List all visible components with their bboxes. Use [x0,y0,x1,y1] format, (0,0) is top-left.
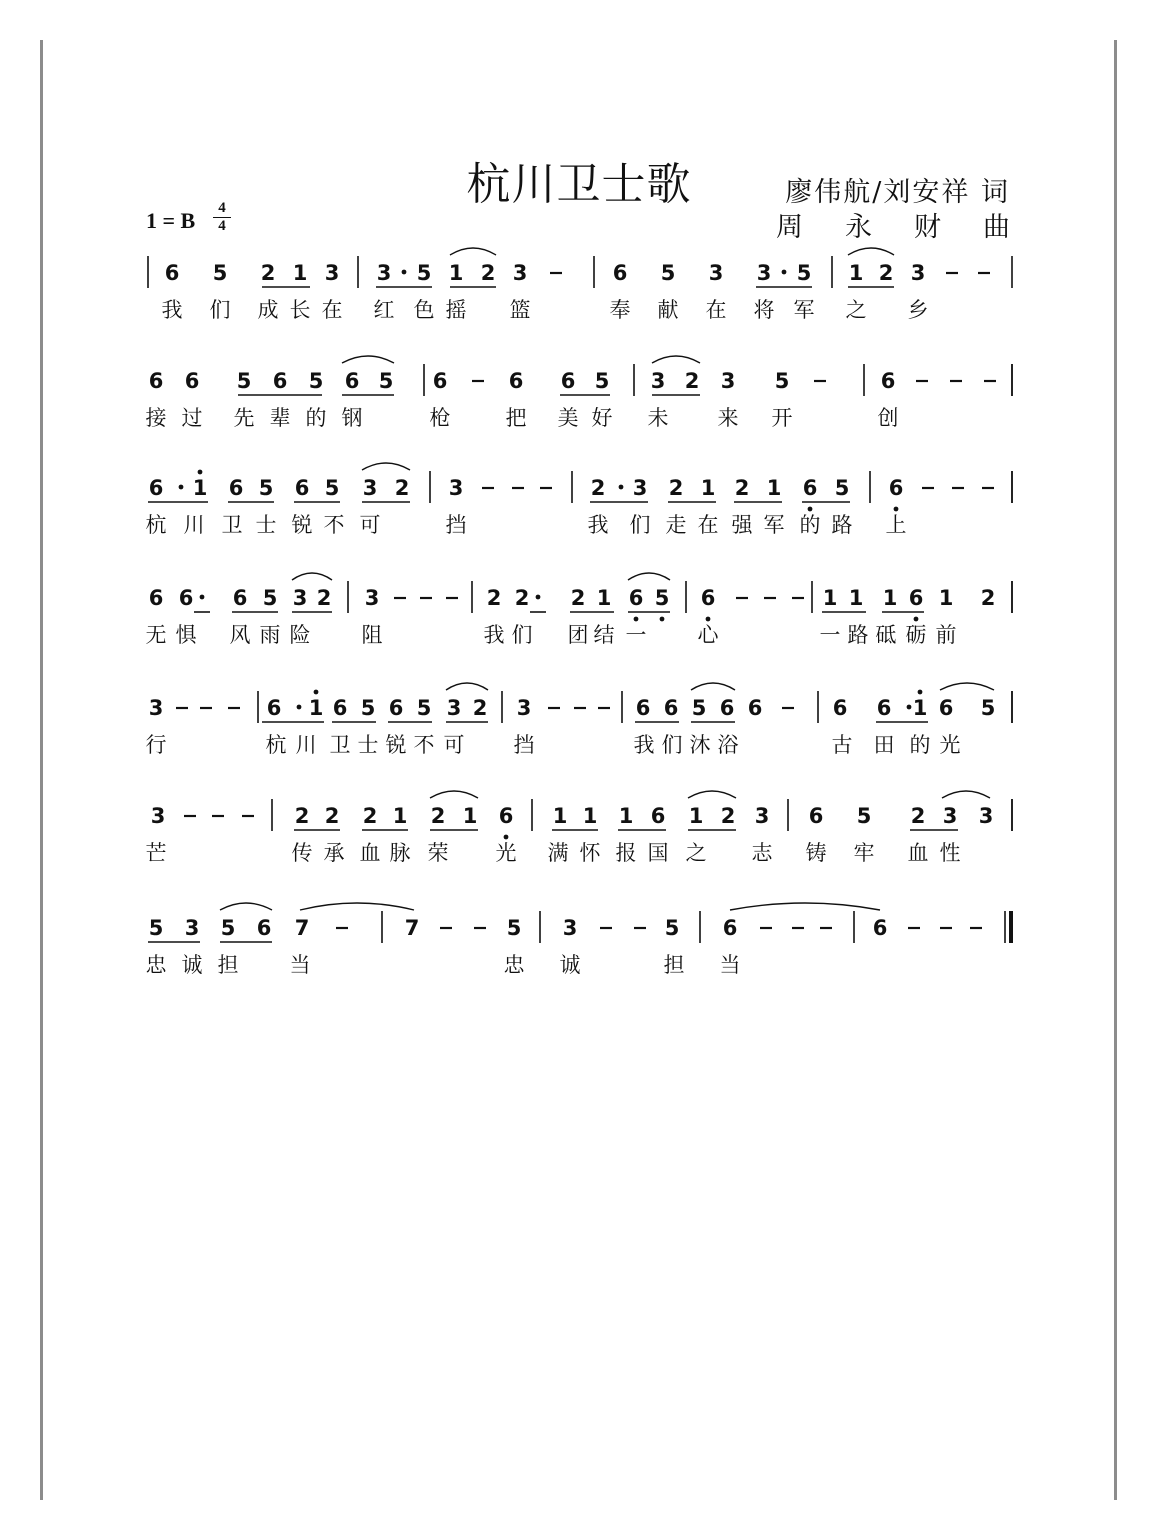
low-octave-dot [914,617,919,622]
lyric-char: 接 [145,406,167,430]
note-digit: 1 [912,696,928,720]
lyric-char: 杭 [145,513,167,537]
lyric-char: 心 [697,623,719,647]
note-digit: 6 [663,696,679,720]
lyric-char: 川 [295,733,317,757]
lyric-char: 血 [907,841,929,865]
note-digit: 2 [980,586,996,610]
dotted-rhythm [536,595,541,600]
slur-arc [362,463,410,470]
note-digit: 6 [148,476,164,500]
note-digit: 3 [632,476,648,500]
lyric-char: 不 [323,513,345,537]
note-digit: 1 [308,696,324,720]
key-signature: 1 = B [146,208,196,233]
note-digit: 3 [184,916,200,940]
lyric-char: 志 [751,841,773,865]
note-digit: 5 [262,586,278,610]
lyric-char: 锐 [291,513,313,537]
slur-arc [942,791,990,798]
lyric-char: 在 [321,298,343,322]
note-digit: 5 [691,696,707,720]
note-digit: 6 [294,476,310,500]
note-digit: 5 [416,696,432,720]
note-digit: 3 [720,369,736,393]
low-octave-dot [504,835,509,840]
low-octave-dot [634,617,639,622]
note-digit: 3 [376,261,392,285]
note-digit: 6 [232,586,248,610]
lyric-char: 钢 [341,406,363,430]
note-digit: 1 [596,586,612,610]
note-digit: 3 [292,586,308,610]
note-digit: 5 [834,476,850,500]
note-digit: 6 [938,696,954,720]
note-digit: 3 [512,261,528,285]
lyric-char: 脉 [389,841,411,865]
note-digit: 1 [552,804,568,828]
slur-arc [730,903,880,910]
note-digit: 2 [910,804,926,828]
slur-arc [688,791,736,798]
lyric-char: 开 [771,406,793,430]
lyric-char: 铸 [805,841,827,865]
slur-arc [940,683,994,690]
lyric-char: 我 [161,298,183,322]
lyric-char: 一 [819,623,841,647]
note-digit: 1 [938,586,954,610]
note-digit: 5 [774,369,790,393]
note-digit: 5 [416,261,432,285]
note-digit: 6 [832,696,848,720]
note-digit: 2 [324,804,340,828]
lyricist-credit: 廖伟航/刘安祥 词 [785,177,1010,208]
lyric-char: 光 [939,733,961,757]
lyric-char: 忠 [503,953,525,977]
note-digit: 6 [266,696,282,720]
lyric-char: 卫 [329,733,351,757]
note-digit: 5 [236,369,252,393]
note-digit: 6 [628,586,644,610]
lyric-char: 上 [885,513,907,537]
lyric-char: 锐 [385,733,407,757]
lyric-char: 我 [483,623,505,647]
lyric-char: 挡 [445,513,467,537]
lyric-char: 诚 [181,953,203,977]
lyric-char: 古 [831,733,853,757]
lyric-char: 传 [291,841,313,865]
time-signature-bottom: 4 [218,218,226,234]
note-digit: 1 [292,261,308,285]
note-digit: 6 [872,916,888,940]
note-digit: 6 [344,369,360,393]
lyric-char: 士 [357,733,379,757]
note-digit: 5 [506,916,522,940]
note-digit: 3 [562,916,578,940]
note-digit: 5 [660,261,676,285]
lyric-char: 行 [145,733,167,757]
note-digit: 1 [848,261,864,285]
lyric-char: 挡 [513,733,535,757]
note-digit: 6 [876,696,892,720]
note-digit: 6 [888,476,904,500]
lyric-char: 的 [909,733,931,757]
lyric-char: 过 [181,406,203,430]
note-digit: 6 [432,369,448,393]
lyric-char: 雨 [259,623,281,647]
lyric-char: 芒 [145,841,167,865]
high-octave-dot [314,690,319,695]
note-digit: 5 [796,261,812,285]
lyric-char: 奉 [609,298,631,322]
note-digit: 6 [612,261,628,285]
lyric-char: 摇 [445,298,467,322]
lyric-char: 在 [697,513,719,537]
lyric-char: 不 [413,733,435,757]
lyric-char: 无 [145,623,167,647]
slur-arc [430,791,478,798]
lyric-char: 的 [305,406,327,430]
slur-arc [450,248,496,255]
lyric-char: 报 [615,841,637,865]
song-title: 杭川卫士歌 [466,159,692,210]
lyric-char: 诚 [559,953,581,977]
lyric-char: 强 [731,513,753,537]
dotted-rhythm [907,705,912,710]
lyric-char: 卫 [221,513,243,537]
dotted-rhythm [782,270,787,275]
note-digit: 6 [508,369,524,393]
note-digit: 5 [308,369,324,393]
note-digit: 2 [668,476,684,500]
lyric-char: 来 [717,406,739,430]
lyric-char: 前 [935,623,957,647]
lyric-char: 当 [289,953,311,977]
lyric-char: 团 [567,623,589,647]
note-digit: 5 [594,369,610,393]
low-octave-dot [706,617,711,622]
lyric-char: 之 [685,841,707,865]
note-digit: 6 [228,476,244,500]
lyric-char: 承 [323,841,345,865]
lyric-char: 走 [665,513,687,537]
note-digit: 3 [324,261,340,285]
note-digit: 5 [664,916,680,940]
note-digit: 3 [516,696,532,720]
note-digit: 1 [688,804,704,828]
note-digit: 6 [256,916,272,940]
lyric-char: 路 [847,623,869,647]
lyric-char: 阻 [361,623,383,647]
note-digit: 6 [802,476,818,500]
lyric-char: 们 [629,513,651,537]
note-digit: 1 [462,804,478,828]
lyric-char: 一 [625,623,647,647]
note-digit: 1 [848,586,864,610]
low-octave-dot [808,507,813,512]
lyric-char: 军 [793,298,815,322]
slur-arc [446,683,488,690]
lyric-char: 惧 [175,623,197,647]
lyric-char: 险 [289,623,311,647]
note-digit: 1 [700,476,716,500]
note-digit: 7 [404,916,420,940]
note-digit: 3 [362,476,378,500]
note-digit: 6 [719,696,735,720]
lyric-char: 先 [233,406,255,430]
note-digit: 2 [430,804,446,828]
lyric-char: 当 [719,953,741,977]
note-digit: 2 [514,586,530,610]
note-digit: 6 [272,369,288,393]
slur-arc [300,903,414,910]
note-digit: 6 [650,804,666,828]
lyric-char: 光 [495,841,517,865]
lyric-char: 红 [373,298,395,322]
slur-arc [848,248,894,255]
note-digit: 3 [448,476,464,500]
note-digit: 3 [446,696,462,720]
lyric-char: 血 [359,841,381,865]
note-digit: 7 [294,916,310,940]
note-digit: 6 [722,916,738,940]
lyric-char: 砺 [905,623,927,647]
lyric-char: 在 [705,298,727,322]
note-digit: 3 [150,804,166,828]
lyric-char: 们 [661,733,683,757]
lyric-char: 路 [831,513,853,537]
note-digit: 1 [882,586,898,610]
lyric-char: 创 [877,406,899,430]
note-digit: 3 [148,696,164,720]
note-digit: 3 [650,369,666,393]
note-digit: 6 [635,696,651,720]
lyric-char: 风 [229,623,251,647]
lyric-char: 怀 [579,841,601,865]
composer-credit: 周永财曲 [776,212,1052,243]
note-digit: 5 [220,916,236,940]
note-digit: 2 [590,476,606,500]
slur-arc [628,573,670,580]
lyric-char: 我 [633,733,655,757]
slur-arc [652,356,700,363]
lyric-char: 杭 [265,733,287,757]
note-digit: 5 [148,916,164,940]
lyric-char: 满 [547,841,569,865]
note-digit: 5 [654,586,670,610]
lyric-char: 砥 [875,623,897,647]
lyric-char: 好 [591,406,613,430]
dotted-rhythm [402,270,407,275]
note-digit: 2 [294,804,310,828]
high-octave-dot [198,470,203,475]
note-digit: 2 [720,804,736,828]
note-digit: 2 [362,804,378,828]
note-digit: 2 [316,586,332,610]
lyric-char: 长 [289,298,311,322]
note-digit: 5 [258,476,274,500]
lyric-char: 乡 [907,298,929,322]
note-digit: 3 [942,804,958,828]
lyric-char: 篮 [509,298,531,322]
note-digit: 2 [486,586,502,610]
lyric-char: 士 [255,513,277,537]
lyric-char: 我 [587,513,609,537]
note-digit: 1 [392,804,408,828]
lyric-char: 国 [647,841,669,865]
note-digit: 6 [700,586,716,610]
lyric-char: 献 [657,298,679,322]
lyric-char: 可 [443,733,465,757]
note-digit: 1 [618,804,634,828]
note-digit: 6 [148,586,164,610]
note-digit: 2 [734,476,750,500]
lyric-char: 枪 [429,406,451,430]
note-digit: 3 [756,261,772,285]
note-digit: 6 [178,586,194,610]
lyric-char: 忠 [145,953,167,977]
dotted-rhythm [200,595,205,600]
note-digit: 2 [472,696,488,720]
note-digit: 6 [332,696,348,720]
lyric-char: 美 [557,406,579,430]
note-digit: 2 [570,586,586,610]
note-digit: 6 [560,369,576,393]
lyric-char: 未 [647,406,669,430]
lyric-char: 田 [873,733,895,757]
lyric-char: 们 [511,623,533,647]
note-digit: 3 [978,804,994,828]
lyric-char: 性 [939,841,961,865]
lyric-char: 把 [505,406,527,430]
slur-arc [292,573,332,580]
note-digit: 1 [448,261,464,285]
note-digit: 6 [880,369,896,393]
high-octave-dot [918,690,923,695]
slur-arc [220,903,272,910]
note-digit: 1 [822,586,838,610]
slur-arc [691,683,735,690]
note-digit: 2 [394,476,410,500]
note-digit: 6 [747,696,763,720]
lyric-char: 可 [359,513,381,537]
lyric-char: 之 [845,298,867,322]
note-digit: 6 [148,369,164,393]
note-digit: 6 [808,804,824,828]
lyric-char: 的 [799,513,821,537]
low-octave-dot [660,617,665,622]
dotted-rhythm [297,705,302,710]
lyric-char: 结 [593,623,615,647]
note-digit: 5 [324,476,340,500]
note-digit: 2 [260,261,276,285]
lyric-char: 色 [413,298,435,322]
lyric-char: 荣 [427,841,449,865]
note-digit: 1 [582,804,598,828]
note-digit: 5 [378,369,394,393]
note-digit: 6 [908,586,924,610]
lyric-char: 将 [753,298,775,322]
lyric-char: 川 [183,513,205,537]
note-digit: 6 [388,696,404,720]
note-digit: 3 [910,261,926,285]
lyric-char: 军 [763,513,785,537]
dotted-rhythm [619,485,624,490]
note-digit: 6 [184,369,200,393]
note-digit: 2 [480,261,496,285]
dotted-rhythm [179,485,184,490]
note-digit: 6 [498,804,514,828]
note-digit: 2 [684,369,700,393]
note-digit: 5 [856,804,872,828]
note-digit: 1 [192,476,208,500]
note-digit: 2 [878,261,894,285]
note-digit: 3 [364,586,380,610]
note-digit: 1 [766,476,782,500]
lyric-char: 牢 [853,841,875,865]
lyric-char: 们 [209,298,231,322]
note-digit: 5 [980,696,996,720]
lyric-char: 沐 [689,733,711,757]
note-digit: 5 [360,696,376,720]
lyric-char: 担 [217,953,239,977]
lyric-char: 成 [257,298,279,322]
note-digit: 5 [212,261,228,285]
note-digit: 6 [164,261,180,285]
note-digit: 3 [708,261,724,285]
lyric-char: 辈 [269,406,291,430]
slur-arc [342,356,394,363]
lyric-char: 担 [663,953,685,977]
lyric-char: 浴 [717,733,739,757]
low-octave-dot [894,507,899,512]
note-digit: 3 [754,804,770,828]
time-signature-top: 4 [213,200,231,218]
